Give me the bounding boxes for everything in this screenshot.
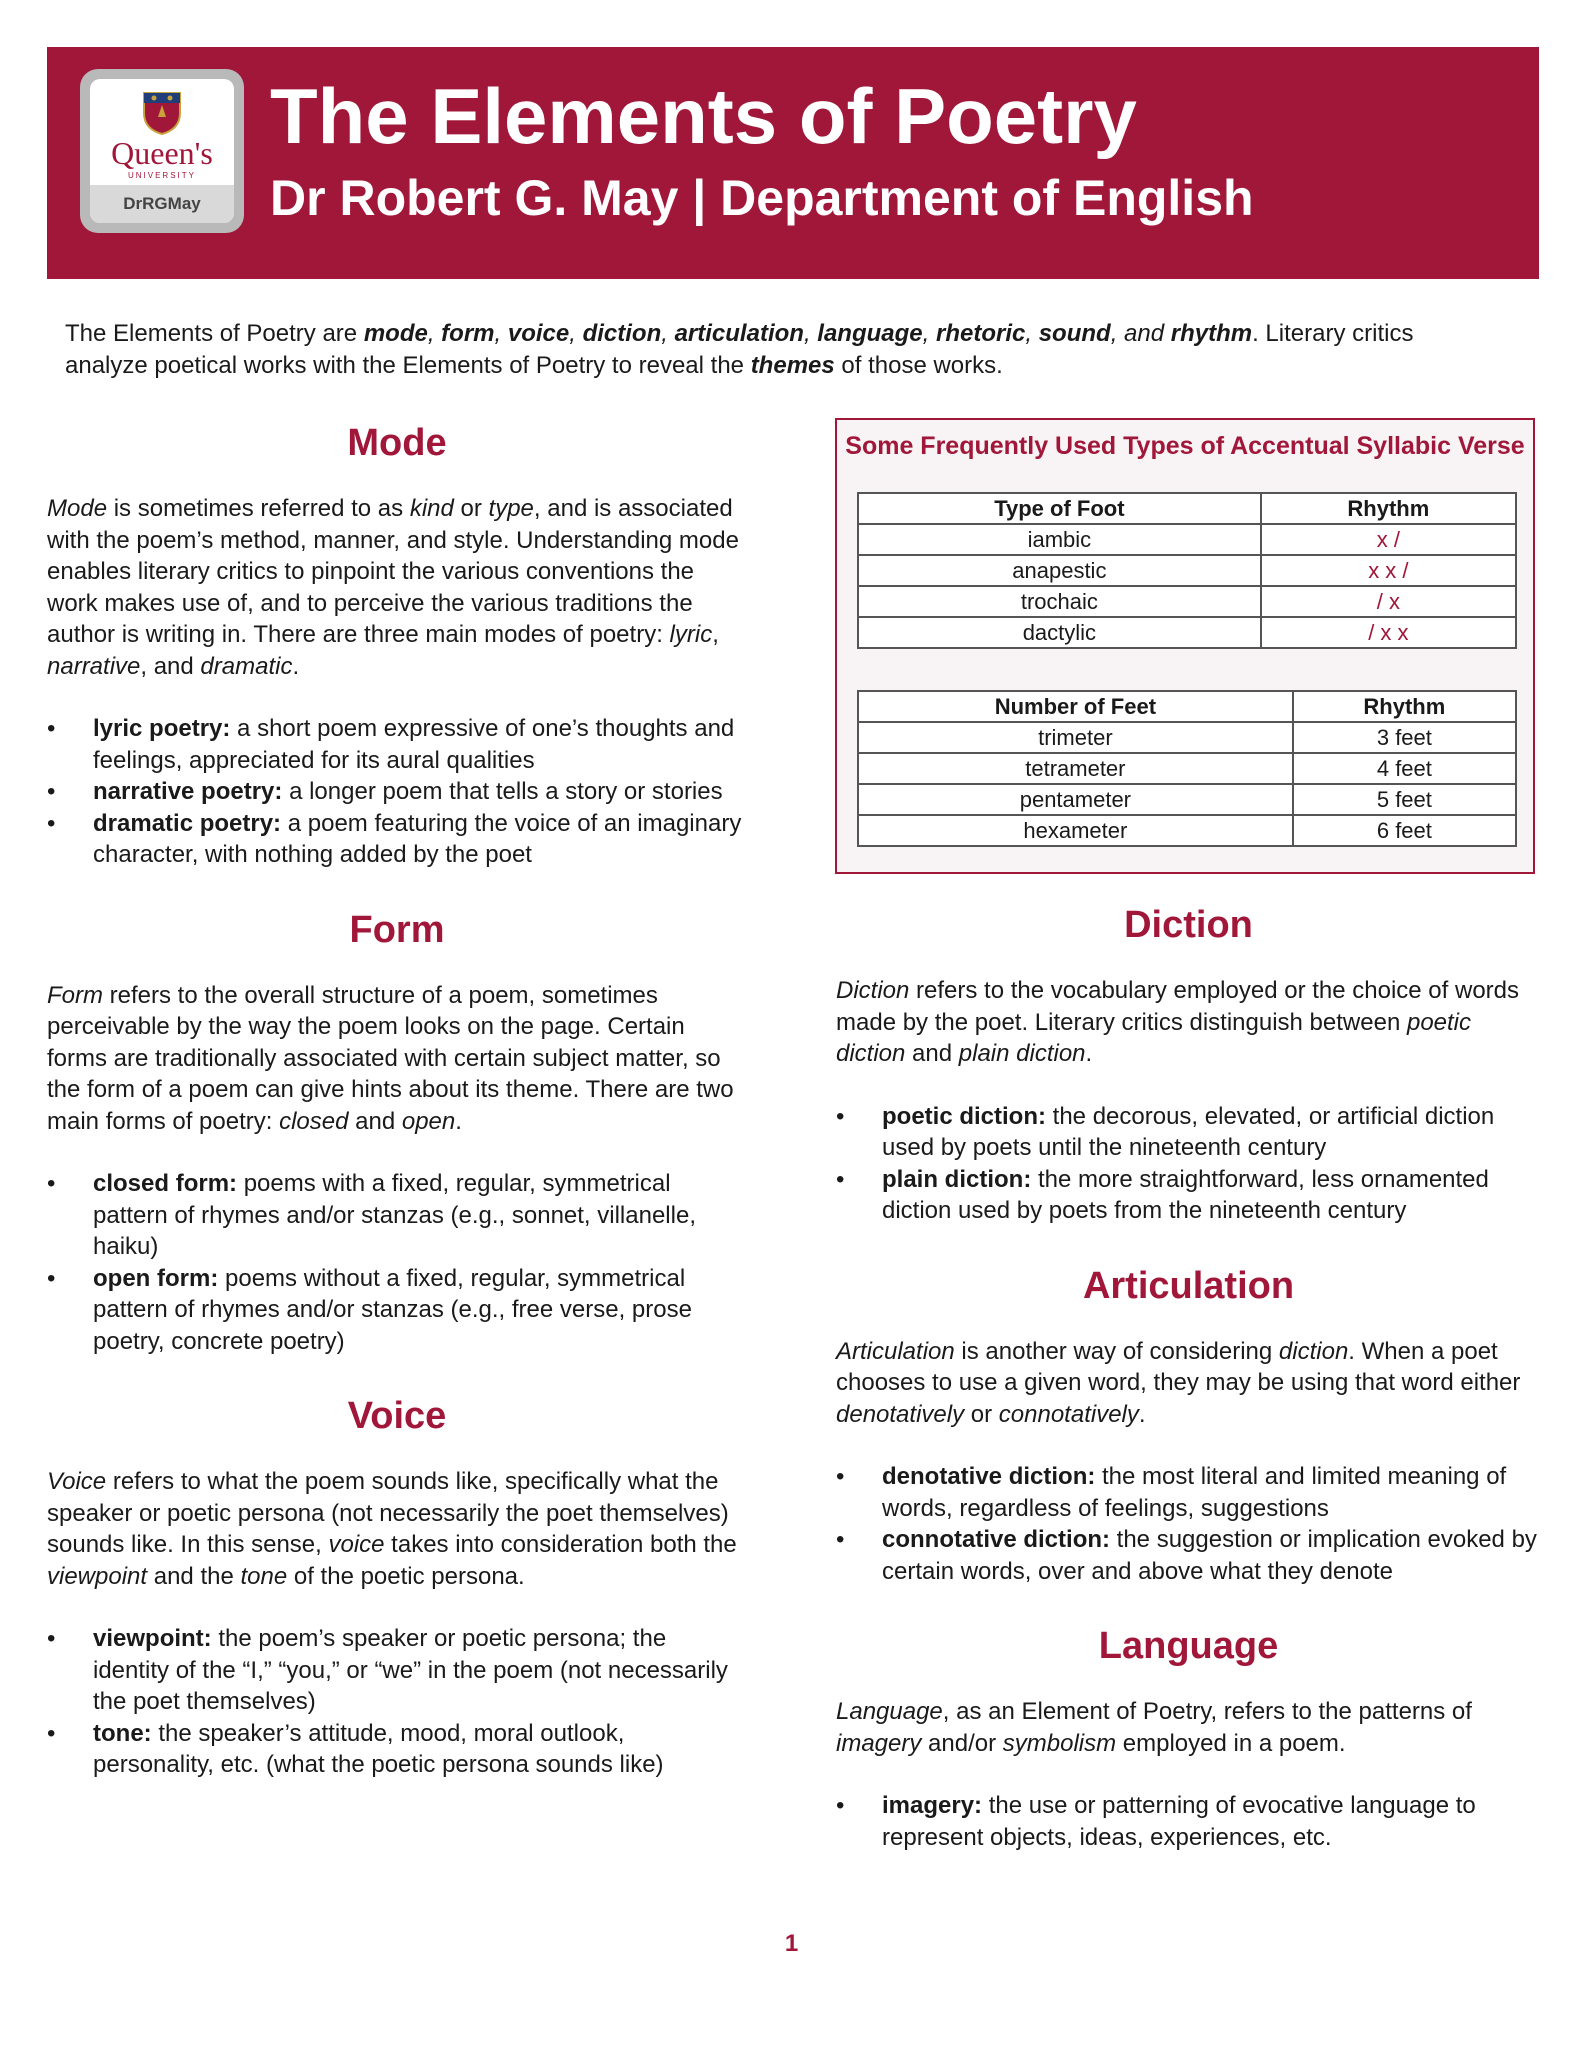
language-heading: Language: [1098, 1625, 1279, 1667]
mode-paragraph: Mode is sometimes referred to as kind or type, and is associated with the poem’s method, manner, and style. Understanding mode enables literary critics to pinpoint the various conventions the work makes use of, and to perceive the various traditions the author is writing in. There are three main modes of poetry: lyric, narrative, and dramatic.: [47, 495, 739, 680]
page-number: 1: [784, 1930, 799, 1957]
verse-types-box: [835, 418, 1535, 874]
queens-logo: [80, 69, 244, 233]
articulation-paragraph: Articulation is another way of considering diction. When a poet chooses to use a given word, they may be using that word either denotatively or connotatively.: [836, 1337, 1521, 1428]
diction-list: [836, 1101, 1541, 1227]
table-row: dactylic / x x: [858, 617, 1516, 648]
form-paragraph: Form refers to the overall structure of a poem, sometimes perceivable by the way the poem looks on the page. Certain forms are traditionally associated with certain subject matter, so the form of a poem can give hints about its theme. There are two main forms of poetry: closed and open.: [47, 981, 734, 1135]
intro-paragraph: The Elements of Poetry are mode, form, voice, diction, articulation, language, rhetoric, sound, and rhythm. Literary critics analyze poetical works with the Elements of Poetry to reveal the themes of those works.: [65, 320, 1414, 379]
list-item: • closed form: poems with a fixed, regular, symmetrical pattern of rhymes and/or stanzas (e.g., sonnet, villanelle, haiku): [47, 1168, 747, 1263]
diction-heading: Diction: [1124, 904, 1253, 946]
diction-paragraph: Diction refers to the vocabulary employed or the choice of words made by the poet. Literary critics distinguish between poetic diction and plain diction.: [836, 977, 1520, 1067]
form-heading: Form: [349, 908, 445, 951]
articulation-heading: Articulation: [1082, 1264, 1295, 1307]
table-row: anapestic x x /: [858, 555, 1516, 586]
voice-list: [47, 1623, 747, 1781]
list-item: • plain diction: the more straightforward, less ornamented diction used by poets from the nineteenth century: [836, 1164, 1541, 1227]
list-item: • tone: the speaker’s attitude, mood, moral outlook, personality, etc. (what the poetic persona sounds like): [47, 1718, 747, 1781]
crest-icon: [142, 91, 182, 135]
mode-list: [47, 713, 747, 871]
list-item: • poetic diction: the decorous, elevated, or artificial diction used by poets until the nineteenth century: [836, 1101, 1541, 1164]
mode-heading: Mode: [347, 422, 447, 464]
language-paragraph: Language, as an Element of Poetry, refers to the patterns of imagery and/or symbolism employed in a poem.: [836, 1698, 1472, 1757]
verse-box-title: Some Frequently Used Types of Accentual Syllabic Verse: [845, 432, 1525, 460]
list-item: • open form: poems without a fixed, regular, symmetrical pattern of rhymes and/or stanzas (e.g., free verse, prose poetry, concrete poetry): [47, 1263, 747, 1358]
feet-count-table: [857, 690, 1517, 847]
page-title: The Elements of Poetry: [270, 72, 1137, 160]
list-item: • dramatic poetry: a poem featuring the voice of an imaginary character, with nothing added by the poet: [47, 808, 747, 871]
articulation-list: [836, 1461, 1541, 1587]
logo-subtext: UNIVERSITY: [127, 171, 196, 180]
list-item: • denotative diction: the most literal and limited meaning of words, regardless of feelings, suggestions: [836, 1461, 1541, 1524]
form-list: [47, 1168, 747, 1357]
left-column: [47, 420, 747, 1781]
table-row: iambic x /: [858, 524, 1516, 555]
list-item: • narrative poetry: a longer poem that tells a story or stories: [47, 776, 747, 808]
header-banner: [47, 47, 1539, 279]
language-list: [836, 1790, 1541, 1853]
voice-heading: Voice: [347, 1395, 447, 1437]
list-item: • viewpoint: the poem’s speaker or poetic persona; the identity of the “I,” “you,” or “we” in the poem (not necessarily the poet themselves): [47, 1623, 747, 1718]
table-row: tetrameter 4 feet: [858, 753, 1516, 784]
list-item: • lyric poetry: a short poem expressive of one’s thoughts and feelings, appreciated for its aural qualities: [47, 713, 747, 776]
list-item: • imagery: the use or patterning of evocative language to represent objects, ideas, experiences, etc.: [836, 1790, 1541, 1853]
voice-paragraph: Voice refers to what the poem sounds like, specifically what the speaker or poetic persona (not necessarily the poet themselves) sounds like. In this sense, voice takes into consideration both the viewpoint and the tone of the poetic persona.: [47, 1468, 737, 1590]
table-row: pentameter 5 feet: [858, 784, 1516, 815]
right-column: [836, 906, 1541, 1853]
table-row: trimeter 3 feet: [858, 722, 1516, 753]
logo-handle: DrRGMay: [90, 185, 234, 223]
logo-wordmark: Queen's: [111, 135, 213, 171]
feet-type-table: [857, 492, 1517, 649]
table-header-row: Number of Feet Rhythm: [858, 691, 1516, 722]
table-row: trochaic / x: [858, 586, 1516, 617]
table-header-row: Type of Foot Rhythm: [858, 493, 1516, 524]
list-item: • connotative diction: the suggestion or implication evoked by certain words, over and above what they denote: [836, 1524, 1541, 1587]
table-row: hexameter 6 feet: [858, 815, 1516, 846]
page-subtitle: Dr Robert G. May | Department of English: [270, 170, 1254, 226]
